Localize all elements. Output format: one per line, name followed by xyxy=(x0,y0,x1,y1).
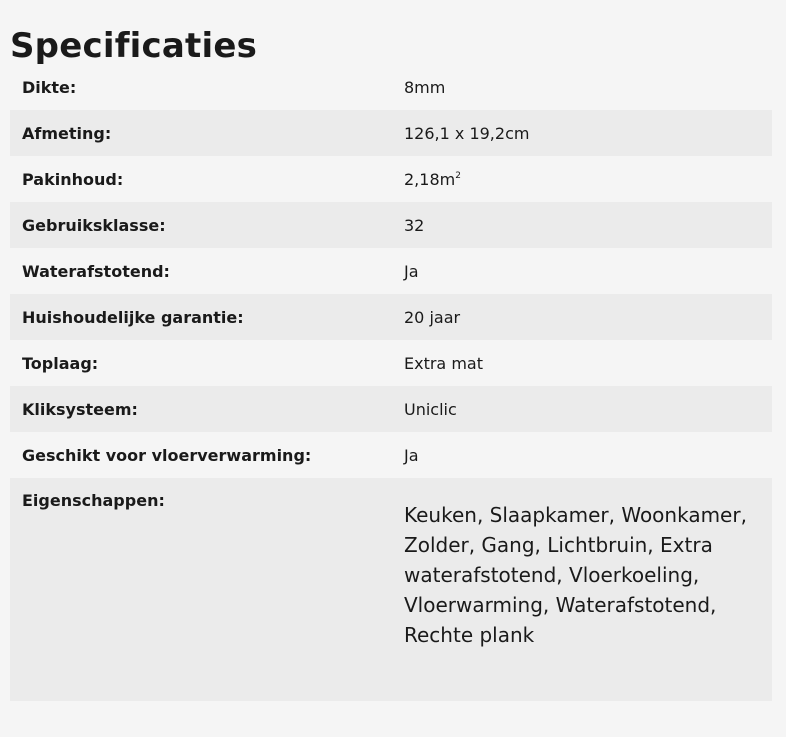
spec-value: 20 jaar xyxy=(404,307,461,327)
spec-label: Pakinhoud: xyxy=(22,169,124,189)
spec-value: 32 xyxy=(404,215,425,235)
spec-label: Toplaag: xyxy=(22,353,99,373)
spec-value: Keuken, Slaapkamer, Woonkamer, Zolder, Gang, Lichtbruin, Extra waterafstotend, Vloerkoeling, Vloerwarming, Waterafstotend, Rechte plank xyxy=(404,503,747,647)
spec-row-eigenschappen xyxy=(10,478,772,701)
spec-value: Extra mat xyxy=(404,353,483,373)
spec-row-dikte xyxy=(10,64,772,110)
spec-value xyxy=(404,170,772,189)
spec-row-kliksysteem xyxy=(10,386,772,432)
spec-row-toplaag xyxy=(10,340,772,386)
spec-value: Uniclic xyxy=(404,399,457,419)
spec-label: Waterafstotend: xyxy=(22,261,170,281)
spec-value-text: 2,18m xyxy=(404,169,456,189)
spec-row-pakinhoud xyxy=(10,156,772,202)
specifications-table xyxy=(10,64,772,701)
spec-value-superscript: 2 xyxy=(455,170,461,181)
spec-row-garantie xyxy=(10,294,772,340)
spec-label: Gebruiksklasse: xyxy=(22,215,166,235)
spec-value: Ja xyxy=(404,261,419,281)
spec-value: Ja xyxy=(404,445,419,465)
spec-label: Geschikt voor vloerverwarming: xyxy=(22,445,312,465)
spec-row-vloerverwarming xyxy=(10,432,772,478)
spec-row-waterafstotend xyxy=(10,248,772,294)
spec-label: Kliksysteem: xyxy=(22,399,138,419)
spec-value: 8mm xyxy=(404,77,446,97)
spec-row-gebruiksklasse xyxy=(10,202,772,248)
spec-row-afmeting xyxy=(10,110,772,156)
spec-label: Eigenschappen: xyxy=(22,491,165,510)
spec-label: Dikte: xyxy=(22,77,77,97)
spec-value: 126,1 x 19,2cm xyxy=(404,123,530,143)
spec-label: Huishoudelijke garantie: xyxy=(22,307,244,327)
spec-label: Afmeting: xyxy=(22,123,112,143)
page-title: Specificaties xyxy=(10,26,258,66)
